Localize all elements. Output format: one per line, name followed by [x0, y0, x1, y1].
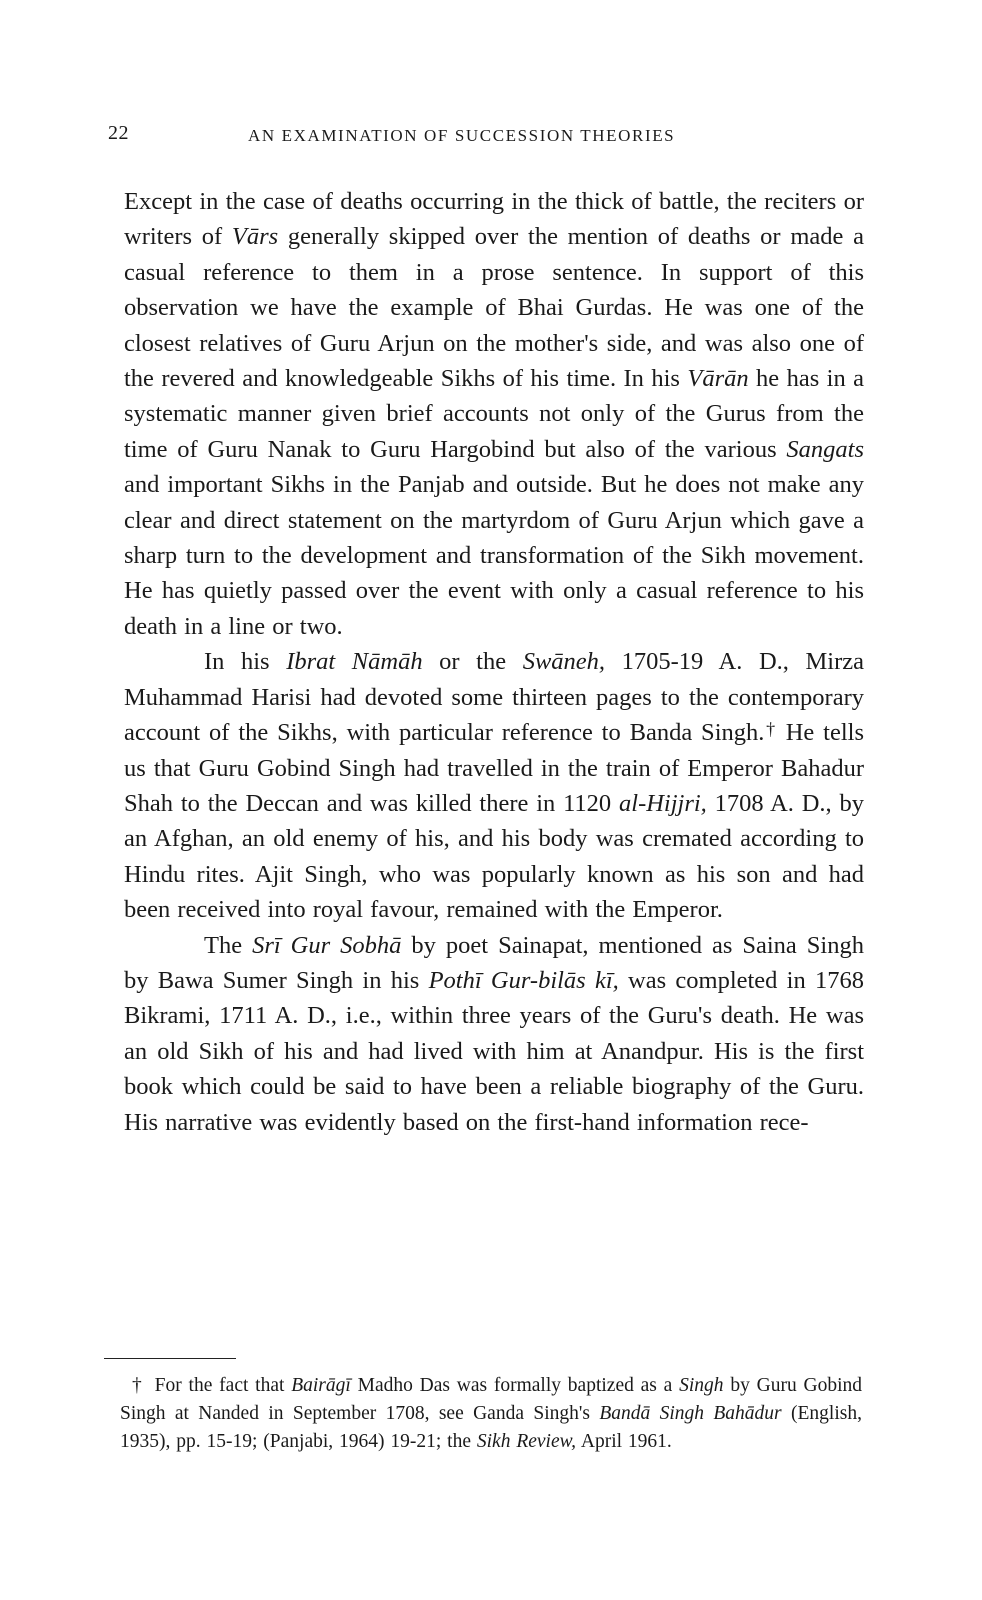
- footnote-marker: †: [764, 719, 777, 740]
- text-run: or the: [422, 648, 523, 676]
- footnote-divider: [104, 1358, 236, 1359]
- text-run: was completed in 1768 Bikrami, 1711 A. D., i.e., within three years of the Guru's death. He was an old Sikh of his and had lived with him at Anandpur. His is the first book which could be said to have been a reliable biography of the Guru. His narrative was evidently based on the first-hand information rece-: [124, 966, 864, 1136]
- text-run: 1708 A. D., by an Afghan, an old enemy of his, and his body was cremated according to Hindu rites. Ajit Singh, who was popularly known as his son and had been received into royal favour, remained with the Emperor.: [124, 789, 864, 924]
- italic-term: Ibrat Nāmāh: [286, 648, 423, 676]
- italic-term: al-Hijjri,: [619, 789, 707, 817]
- paragraph-1: [124, 184, 864, 644]
- text-run: In his: [204, 648, 287, 676]
- italic-term: Vārān: [687, 365, 749, 393]
- italic-term: Vārs: [231, 223, 279, 251]
- text-run: Madho Das was formally baptized as a: [350, 1375, 680, 1396]
- italic-term: Pothī Gur-bilās kī,: [428, 966, 619, 994]
- paragraph-3: [124, 928, 864, 1140]
- text-run: 1705-19 A. D., Mirza Muhammad Harisi had devoted some thirteen pages to the contemporary account of the Sikhs, with particular reference to Banda Singh.: [124, 648, 864, 747]
- footnote-text: [120, 1372, 862, 1456]
- italic-term: Singh: [679, 1375, 724, 1396]
- italic-term: Sangats: [786, 435, 864, 463]
- running-title: AN EXAMINATION OF SUCCESSION THEORIES: [248, 126, 676, 145]
- text-run: he has in a systematic manner given brief accounts not only of the Gurus from the time of Guru Nanak to Guru Hargobind but also of the various: [124, 365, 865, 463]
- page-header: [108, 122, 868, 152]
- italic-term: Bairāgī: [291, 1375, 351, 1396]
- italic-term: Bandā Singh Bahādur: [599, 1403, 782, 1424]
- text-run: and important Sikhs in the Panjab and outside. But he does not make any clear and direct statement on the martyrdom of Guru Arjun which gave a sharp turn to the development and transformation of the Sikh movement. He has quietly passed over the event with only a casual reference to his death in a line or two.: [124, 471, 864, 640]
- text-run: by Guru Gobind Singh at Nanded in September 1708, see Ganda Singh's: [120, 1375, 863, 1424]
- paragraph-2: [124, 644, 864, 927]
- text-run: (English, 1935), pp. 15-19; (Panjabi, 1964) 19-21; the: [120, 1403, 862, 1452]
- italic-term: Srī Gur Sobhā: [252, 931, 402, 959]
- body-text: [124, 184, 864, 1140]
- text-run: He tells us that Guru Gobind Singh had travelled in the train of Emperor Bahadur Shah to the Deccan and was killed there in 1120: [124, 719, 864, 817]
- text-run: Except in the case of deaths occurring in the thick of battle, the reciters or writers of: [124, 188, 864, 251]
- page-number: 22: [108, 122, 129, 144]
- italic-term: Swāneh,: [522, 648, 606, 676]
- text-run: For the fact that: [154, 1375, 292, 1396]
- footnote-dagger: †: [132, 1375, 143, 1396]
- text-run: The: [204, 931, 253, 959]
- footnote: [120, 1372, 862, 1456]
- text-run: by poet Sainapat, mentioned as Saina Singh by Bawa Sumer Singh in his: [124, 931, 864, 994]
- text-run: generally skipped over the mention of deaths or made a casual reference to them in a prose sentence. In support of this observation we have the example of Bhai Gurdas. He was one of the closest relatives of Guru Arjun on the mother's side, and was also one of the revered and knowledgeable Sikhs of his time. In his: [124, 223, 864, 393]
- italic-term: Sikh Review,: [476, 1431, 577, 1452]
- text-run: April 1961.: [576, 1431, 672, 1452]
